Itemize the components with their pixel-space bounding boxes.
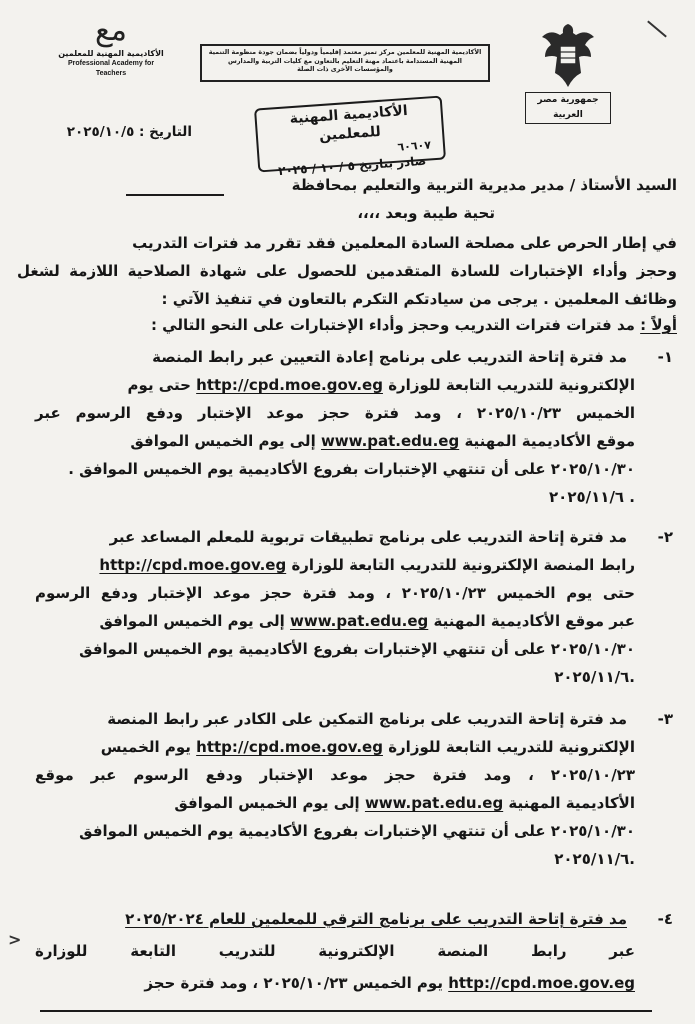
cpd-link[interactable]: http://cpd.moe.gov.eg <box>196 376 383 394</box>
item-3-line-2-text: الإلكترونية للتدريب التابعة للوزارة <box>388 738 635 756</box>
item-3-line-3: ٢٠٢٥/١٠/٢٣ ، ومد فترة حجز موعد الإختبار ودفع الرسوم عبر موقع <box>35 766 635 784</box>
item-4-line-1 <box>67 906 627 932</box>
item-4-line-3 <box>35 970 635 996</box>
cpd-link[interactable]: http://cpd.moe.gov.eg <box>99 556 287 574</box>
academy-logo <box>52 14 170 79</box>
item-4-line-3-tail: يوم الخميس ٢٠٢٥/١٠/٢٣ ، ومد فترة حجز <box>144 974 443 992</box>
item-3-line-2 <box>35 734 635 760</box>
outgoing-stamp <box>254 96 446 179</box>
item-4-number: -٤ <box>657 910 673 928</box>
pat-link[interactable]: www.pat.edu.eg <box>320 432 460 450</box>
item-2-line-1: مد فترة إتاحة التدريب على برنامج تطبيقات تربوية للمعلم المساعد عبر <box>109 528 627 546</box>
item-2-line-6: ٢٠٢٥/١١/٦. <box>554 668 635 686</box>
item-1-number: -١ <box>657 348 673 366</box>
item-1-line-4-text: موقع الأكاديمية المهنية <box>464 432 635 450</box>
item-1-line-1 <box>67 344 627 370</box>
academy-motto-box: الأكاديمية المهنية للمعلمين مركز تميز معتمد إقليمياً ودولياً بضمان جودة منظومة التنمية المهنية المستدامة باعتماد مهنة التعليم بالتعاون مع كليات التربية والمدارس والمؤسسات الأخرى ذات الصلة <box>200 44 490 82</box>
greeting-line: تحية طيبة وبعد ،،،، <box>357 204 495 222</box>
item-2-number: -٢ <box>657 528 673 546</box>
item-3-line-2-tail: يوم الخميس <box>100 738 191 756</box>
academy-logo-english: Professional Academy for Teachers <box>67 60 155 77</box>
item-2-line-2-text: رابط المنصة الإلكترونية للتدريب التابعة للوزارة <box>291 556 635 574</box>
academy-calligraphy-icon: مع <box>94 13 128 48</box>
governorate-blank <box>126 194 224 196</box>
item-1-line-6: ٢٠٢٥/١١/٦ . <box>549 488 635 506</box>
pat-link[interactable]: www.pat.edu.eg <box>364 794 504 812</box>
section-1-text: مد فترات فترات التدريب وحجز وأداء الإختبارات على النحو التالي : <box>150 316 635 334</box>
item-4-line-2: عبر رابط المنصة الإلكترونية للتدريب التابعة للوزارة <box>35 942 635 960</box>
item-3-number: -٣ <box>657 710 673 728</box>
item-3-line-6: ٢٠٢٥/١١/٦. <box>554 850 635 868</box>
item-3-line-1: مد فترة إتاحة التدريب على برنامج التمكين على الكادر عبر رابط المنصة <box>107 710 627 728</box>
item-2-line-4-text: عبر موقع الأكاديمية المهنية <box>433 612 635 630</box>
eagle-emblem-icon <box>538 18 598 88</box>
letter-date: التاريخ : ٢٠٢٥/١٠/٥ <box>66 124 192 140</box>
item-3-line-5: ٢٠٢٥/١٠/٣٠ على أن تنتهي الإختبارات بفروع الأكاديمية يوم الخميس الموافق <box>79 822 635 840</box>
section-1-heading <box>77 312 677 338</box>
item-3-line-4-text: الأكاديمية المهنية <box>508 794 635 812</box>
item-3-line-4 <box>35 790 635 816</box>
addressee-line: السيد الأستاذ / مدير مديرية التربية والتعليم بمحافظة <box>291 176 677 194</box>
pat-link[interactable]: www.pat.edu.eg <box>290 612 429 630</box>
intro-line-1: في إطار الحرص على مصلحة السادة المعلمين فقد تقرر مد فترات التدريب <box>132 234 677 252</box>
item-1-line-2-text: الإلكترونية للتدريب التابعة للوزارة <box>388 376 635 394</box>
item-1-line-5: ٢٠٢٥/١٠/٣٠ على أن تنتهي الإختبارات بفروع الأكاديمية يوم الخميس الموافق . <box>68 460 635 478</box>
cpd-link[interactable]: http://cpd.moe.gov.eg <box>196 738 383 756</box>
cpd-link[interactable]: http://cpd.moe.gov.eg <box>448 974 635 992</box>
intro-line-2: وحجز وأداء الإختبارات للسادة المتقدمين للحصول على شهادة الصلاحية اللازمة لشغل <box>17 262 677 280</box>
item-1-line-3: الخميس ٢٠٢٥/١٠/٢٣ ، ومد فترة حجز موعد الإختبار ودفع الرسوم عبر <box>35 404 635 422</box>
egypt-label: جمهورية مصر العربية <box>525 92 611 124</box>
item-2-line-5: ٢٠٢٥/١٠/٣٠ على أن تنتهي الإختبارات بفروع الأكاديمية يوم الخميس الموافق <box>79 640 635 658</box>
stamp-title: الأكاديمية المهنية للمعلمين <box>289 102 409 145</box>
intro-line-3: وظائف المعلمين . يرجى من سيادتكم التكرم بالتعاون في تنفيذ الآتي : <box>161 290 677 308</box>
item-2-line-4-tail: إلى يوم الخميس الموافق <box>99 612 285 630</box>
item-2-line-4 <box>35 608 635 634</box>
stamp-issue-date: صادر بتاريخ ٥ / ١٠ / ٢٠٢٥ <box>277 153 427 179</box>
item-2-line-2 <box>35 552 635 578</box>
item-1-line-2-tail: حتى يوم <box>127 376 191 394</box>
item-1-line-4-tail: إلى يوم الخميس الموافق <box>130 432 316 450</box>
item-1-line-1-text: مد فترة إتاحة التدريب على برنامج إعادة التعيين عبر رابط المنصة <box>152 348 627 366</box>
stamp-number: ٦٠٦٠٧ <box>397 138 432 154</box>
item-1-line-4 <box>35 428 635 454</box>
academy-logo-arabic: الأكاديمية المهنية للمعلمين <box>58 49 164 58</box>
section-1-label: أولاً : <box>640 316 677 334</box>
item-2-line-3: حتى يوم الخميس ٢٠٢٥/١٠/٢٣ ، ومد فترة حجز موعد الإختبار ودفع الرسوم <box>35 584 635 602</box>
egypt-emblem <box>515 18 621 124</box>
item-3-line-4-tail: إلى يوم الخميس الموافق <box>174 794 360 812</box>
pen-mark <box>647 21 667 38</box>
margin-mark: > <box>8 930 22 949</box>
item-4-line-1-text: مد فترة إتاحة التدريب على برنامج الترقي للمعلمين للعام ٢٠٢٥/٢٠٢٤ <box>125 910 627 928</box>
item-1-line-2 <box>35 372 635 398</box>
footer-rule <box>40 1010 652 1012</box>
